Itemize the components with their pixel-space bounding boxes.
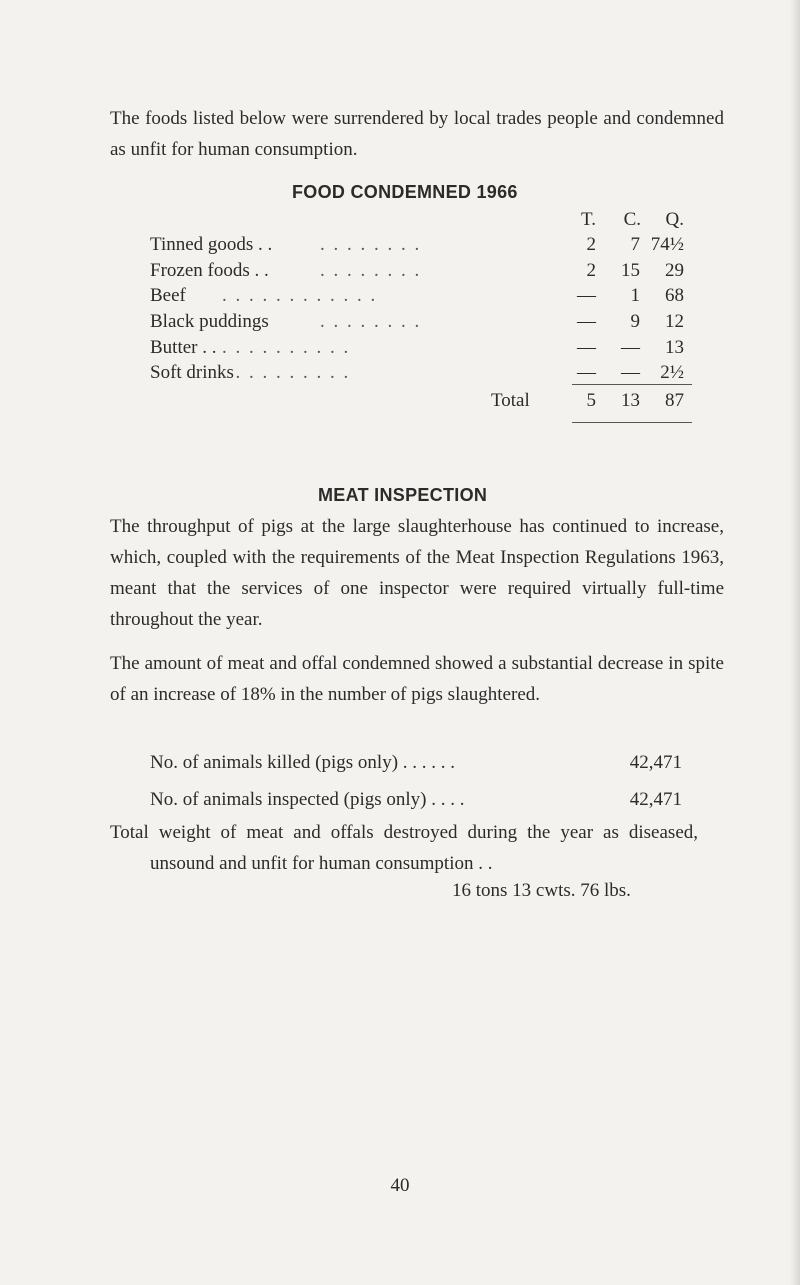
table-row [150,285,186,307]
food-condemned-heading: FOOD CONDEMNED 1966 [292,182,518,202]
row-label: Beef [150,285,186,306]
cell-tons: 2 [586,260,596,281]
total-rule-top [572,384,692,385]
table-row [150,337,217,359]
cell-cwts: — [621,337,640,358]
stat-killed-label: No. of animals killed (pigs only) . . . . . . [150,752,456,773]
meat-paragraph-2: The amount of meat and offal condemned showed a substantial decrease in spite of an increase of 18% in the number of pigs slaughtered. [110,653,724,705]
weight-value: 16 tons 13 cwts. 76 lbs. [452,880,631,901]
cell-quarters: 12 [665,311,684,332]
leader-dots: . . . . . . . . [320,260,422,281]
total-tons: 5 [586,390,596,411]
stat-inspected-value: 42,471 [629,789,682,810]
leader-dots: . . . . . . . . [320,311,422,332]
cell-cwts: 7 [630,234,640,255]
cell-quarters: 29 [665,260,684,281]
row-label: Tinned goods . . [150,234,273,255]
leader-dots: . . . . . . . . . . [222,362,351,383]
cell-quarters: 74½ [650,234,684,255]
row-label: Frozen foods . . [150,260,269,281]
total-rule-bottom [572,422,692,423]
table-row [150,260,269,282]
unit-cwts: C. [623,209,641,230]
cell-tons: — [577,285,596,306]
cell-cwts: 15 [621,260,640,281]
weight-paragraph: Total weight of meat and offals destroyed during the year as diseased, unsound and unfit for human consumption . . [110,822,698,874]
row-label: Black puddings [150,311,269,332]
page-number: 40 [390,1175,410,1196]
stat-inspected-label: No. of animals inspected (pigs only) . . . . [150,789,465,810]
cell-cwts: — [621,362,640,383]
meat-inspection-heading: MEAT INSPECTION [318,485,488,505]
total-cwts: 13 [621,390,640,411]
total-quarters: 87 [665,390,684,411]
table-row [150,234,272,256]
cell-tons: 2 [586,234,596,255]
intro-paragraph: The foods listed below were surrendered by local trades people and condemned as unfit for human consumption. [110,108,724,160]
cell-tons: — [577,362,596,383]
cell-quarters: 68 [665,285,684,306]
unit-tons: T. [581,209,596,230]
leader-dots: . . . . . . . . . . . . [222,285,378,306]
meat-paragraph-1: The throughput of pigs at the large slaughterhouse has continued to increase, which, coupled with the requirements of the Meat Inspection Regulations 1963, meant that the services of one inspector were required virtually full-time throughout the year. [110,516,724,630]
table-row [150,311,269,333]
row-label: Butter . . [150,337,217,358]
cell-tons: — [577,311,596,332]
cell-quarters: 13 [665,337,684,358]
leader-dots: . . . . . . . . . . [222,337,351,358]
unit-quarters: Q. [665,209,684,230]
stat-killed-value: 42,471 [629,752,682,773]
total-label: Total [491,390,530,411]
cell-cwts: 1 [630,285,640,306]
leader-dots: . . . . . . . . [320,234,422,255]
cell-quarters: 2½ [660,362,684,383]
cell-tons: — [577,337,596,358]
row-label: Soft drinks [150,362,234,383]
cell-cwts: 9 [630,311,640,332]
